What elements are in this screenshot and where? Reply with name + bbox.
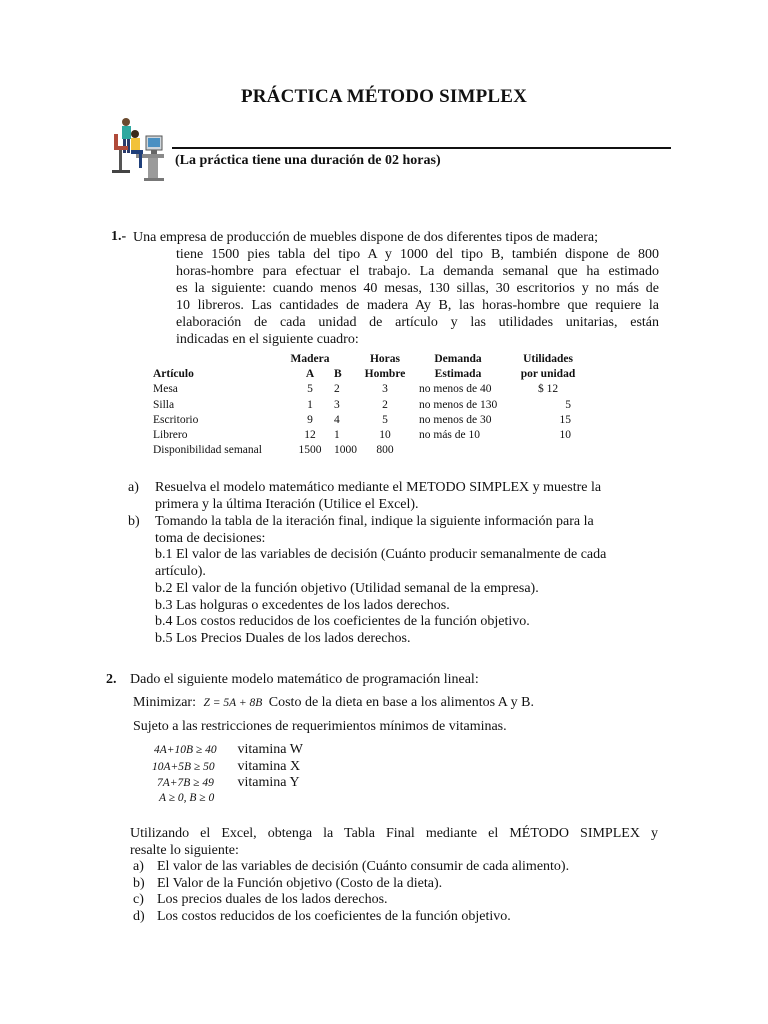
header-rule: [172, 147, 671, 149]
constraint-expression: A ≥ 0, B ≥ 0: [159, 792, 215, 804]
constraint-description: vitamina Y: [237, 775, 300, 790]
problem-1-body: [176, 246, 659, 348]
objective-description: Costo de la dieta en base a los alimentos A y B.: [268, 695, 534, 710]
table-header-cell: Hombre: [364, 368, 406, 381]
page-title: PRÁCTICA MÉTODO SIMPLEX: [240, 86, 528, 107]
item-line: Resuelva el modelo matemático mediante el METODO SIMPLEX y muestre la: [155, 480, 602, 495]
item-label: a): [133, 859, 144, 874]
problem-1-line: tiene 1500 pies tabla del tipo A y 1000 del tipo B, también dispone de 800: [176, 247, 659, 262]
item-line: b.4 Los costos reducidos de los coeficientes de la función objetivo.: [155, 614, 530, 629]
constraint-row: [157, 775, 300, 791]
table-cell: 15: [559, 413, 571, 426]
problem-1-line: horas-hombre para efectuar el trabajo. La demanda semanal que ha estimado: [176, 264, 659, 279]
table-cell: no menos de 130: [419, 398, 498, 411]
problem-1-line: 10 libreros. Las cantidades de madera Ay B, las horas-hombre que requiere la: [176, 298, 659, 313]
problem-1-number: 1.-: [111, 229, 127, 244]
objective-expression: Z = 5A + 8B: [203, 697, 263, 709]
problem-1-line: es la siguiente: cuando menos 40 mesas, 130 sillas, 30 escritorios y no más de: [176, 281, 659, 296]
item-label: a): [128, 480, 139, 495]
table-cell: 9: [307, 413, 313, 426]
table-cell: 5: [565, 398, 571, 411]
table-cell: no menos de 30: [419, 413, 492, 426]
table-cell: 2: [334, 383, 340, 396]
item-text: El valor de las variables de decisión (Cuánto consumir de cada alimento).: [157, 859, 570, 874]
table-cell: 3: [334, 398, 340, 411]
table-header-cell: Utilidades: [523, 353, 573, 365]
item-label: c): [133, 892, 144, 907]
table-cell: Disponibilidad semanal: [153, 444, 262, 457]
constraint-description: vitamina W: [237, 742, 303, 757]
table-header-cell: Artículo: [153, 368, 194, 381]
table-cell: 12: [304, 429, 316, 442]
item-line: toma de decisiones:: [155, 531, 266, 546]
item-line: artículo).: [155, 564, 206, 579]
table-header-cell: B: [334, 368, 342, 381]
table-row: [153, 398, 593, 413]
table-cell: 1500: [298, 444, 322, 457]
table-header-row: [153, 367, 593, 382]
problem-1-line: indicadas en el siguiente cuadro:: [176, 332, 359, 347]
table-cell: no menos de 40: [419, 383, 492, 396]
table-cell: no más de 10: [419, 429, 481, 442]
table-header-cell: [153, 352, 286, 367]
instruction-line: resalte lo siguiente:: [130, 843, 239, 858]
table-cell: Mesa: [153, 383, 178, 396]
table-header-cell: Horas: [369, 353, 401, 365]
constraint-row: [159, 790, 214, 806]
table-header-cell: A: [305, 368, 315, 381]
item-text: Los costos reducidos de los coeficientes de la función objetivo.: [157, 909, 511, 924]
table-cell: Escritorio: [153, 413, 199, 426]
problem-2-number: 2.: [106, 672, 117, 687]
table-cell: 2: [382, 398, 388, 411]
table-header-cell: Madera: [290, 353, 330, 365]
table-row: [153, 443, 593, 458]
table-cell: 3: [382, 383, 388, 396]
table-cell: 4: [334, 413, 340, 426]
item-line: b.2 El valor de la función objetivo (Utilidad semanal de la empresa).: [155, 581, 539, 596]
table-row: [153, 413, 593, 428]
item-line: b.1 El valor de las variables de decisión (Cuánto producir semanalmente de cada: [155, 547, 607, 562]
computer-user-clipart: [108, 116, 168, 182]
item-line: b.5 Los Precios Duales de los lados derechos.: [155, 631, 411, 646]
table-cell: 10: [379, 429, 391, 442]
item-label: d): [133, 909, 145, 924]
constraint-row: [154, 742, 303, 758]
duration-note: (La práctica tiene una duración de 02 horas): [175, 153, 441, 168]
problem-2-intro: Dado el siguiente modelo matemático de programación lineal:: [130, 672, 479, 687]
item-line: Tomando la tabla de la iteración final, indique la siguiente información para la: [155, 514, 594, 529]
item-line: b.3 Las holguras o excedentes de los lados derechos.: [155, 598, 450, 613]
constraint-expression: 7A+7B ≥ 49: [157, 777, 214, 789]
table-cell: 5: [307, 383, 313, 396]
table-cell: 800: [376, 444, 394, 457]
instruction-line: Utilizando el Excel, obtenga la Tabla Final mediante el MÉTODO SIMPLEX y: [130, 826, 658, 841]
constraint-expression: 4A+10B ≥ 40: [154, 744, 217, 756]
constraint-description: vitamina X: [237, 759, 301, 774]
problem-1-line: elaboración de cada unidad de artículo y las utilidades unitarias, están: [176, 315, 659, 330]
furniture-data-table: [153, 352, 593, 458]
subject-to-line: Sujeto a las restricciones de requerimientos mínimos de vitaminas.: [133, 719, 507, 734]
table-row: [153, 382, 593, 397]
table-header-cell: por unidad: [520, 368, 576, 381]
table-header-cell: Estimada: [434, 368, 482, 381]
objective-line: [133, 695, 534, 711]
table-cell: 1: [307, 398, 313, 411]
problem-1-first-line: Una empresa de producción de muebles dispone de dos diferentes tipos de madera;: [133, 230, 598, 245]
item-line: primera y la última Iteración (Utilice el Excel).: [155, 497, 419, 512]
constraint-expression: 10A+5B ≥ 50: [152, 761, 215, 773]
table-header-row: [153, 352, 593, 367]
table-cell: [413, 443, 503, 458]
problem-2-instruction: [130, 825, 658, 859]
table-cell: Silla: [153, 398, 175, 411]
table-cell: 1: [334, 429, 340, 442]
table-cell: 1000: [334, 444, 357, 457]
item-label: b): [133, 876, 145, 891]
item-label: b): [128, 514, 140, 529]
table-cell: 10: [559, 429, 571, 442]
item-text: El Valor de la Función objetivo (Costo de la dieta).: [157, 876, 443, 891]
table-cell: $ 12: [537, 383, 559, 396]
table-cell: [503, 443, 593, 458]
table-cell: 5: [382, 413, 388, 426]
table-header-cell: [334, 352, 357, 367]
constraint-row: [152, 759, 300, 775]
table-header-cell: Demanda: [434, 353, 482, 365]
table-row: [153, 428, 593, 443]
item-text: Los precios duales de los lados derechos.: [157, 892, 388, 907]
table-cell: Librero: [153, 429, 188, 442]
minimize-label: Minimizar:: [133, 695, 196, 710]
